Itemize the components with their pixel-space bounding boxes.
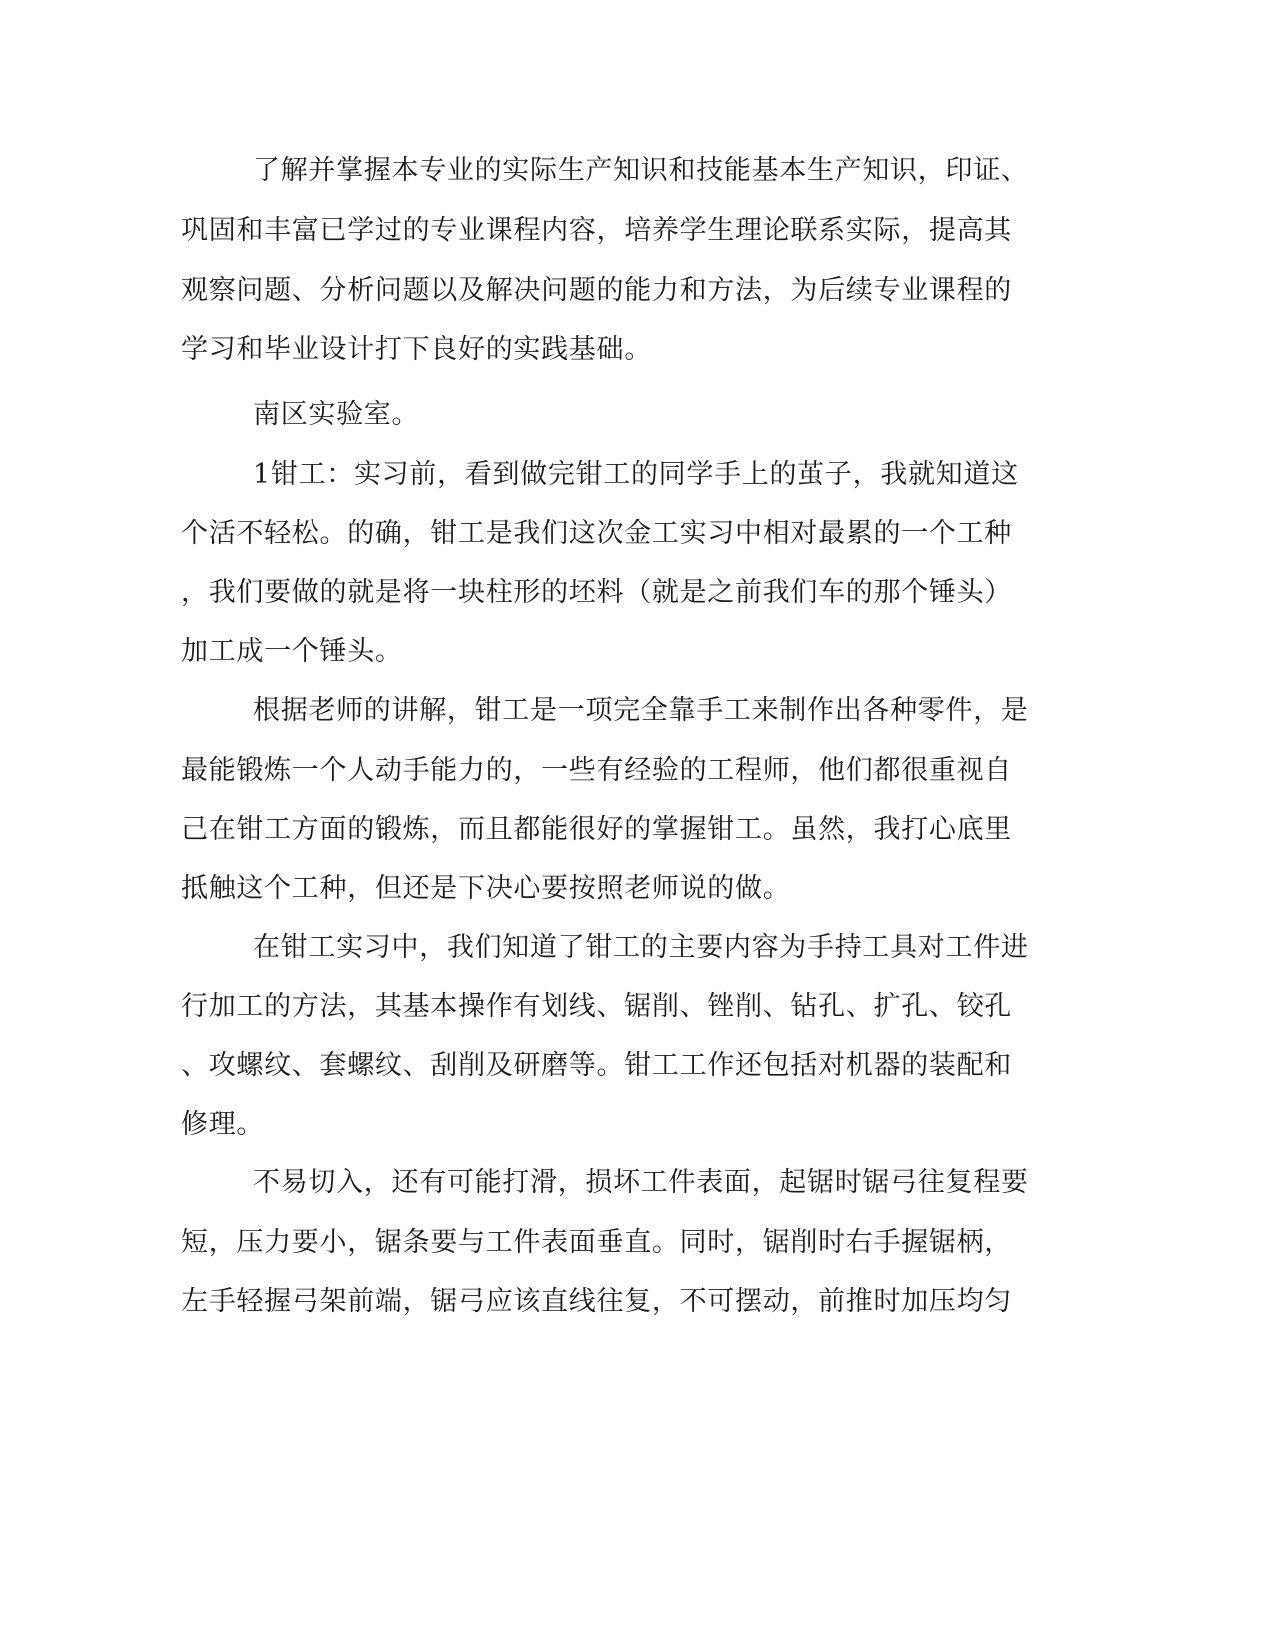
text-line: 观察问题、分析问题以及解决问题的能力和方法，为后续专业课程的 (181, 275, 1012, 306)
text-line: 己在钳工方面的锻炼，而且都能很好的掌握钳工。虽然，我打心底里 (181, 814, 1012, 845)
text-line: 抵触这个工种，但还是下决心要按照老师说的做。 (181, 873, 791, 904)
text-line: ，我们要做的就是将一块柱形的坯料（就是之前我们车的那个锤头） (181, 577, 1012, 608)
text-line: 修理。 (181, 1109, 265, 1140)
text-line: 不易切入，还有可能打滑，损坏工件表面，起锯时锯弓往复程要 (253, 1167, 1029, 1198)
text-line: 在钳工实习中，我们知道了钳工的主要内容为手持工具对工件进 (253, 932, 1029, 963)
text-line: 行加工的方法，其基本操作有划线、锯削、锉削、钻孔、扩孔、铰孔 (181, 991, 1012, 1022)
text-line: 根据老师的讲解，钳工是一项完全靠手工来制作出各种零件，是 (253, 695, 1029, 726)
text-line: 、攻螺纹、套螺纹、刮削及研磨等。钳工工作还包括对机器的装配和 (181, 1050, 1012, 1081)
text-line: 加工成一个锤头。 (181, 636, 403, 667)
text-line: 左手轻握弓架前端，锯弓应该直线往复，不可摆动，前推时加压均匀 (181, 1286, 1012, 1317)
text-line: 1钳工：实习前，看到做完钳工的同学手上的茧子，我就知道这 (253, 459, 1019, 490)
text-line: 最能锻炼一个人动手能力的，一些有经验的工程师，他们都很重视自 (181, 755, 1012, 786)
text-line: 巩固和丰富已学过的专业课程内容，培养学生理论联系实际，提高其 (181, 215, 1012, 246)
text-line: 学习和毕业设计打下良好的实践基础。 (181, 334, 652, 365)
text-line: 了解并掌握本专业的实际生产知识和技能基本生产知识，印证、 (253, 155, 1029, 186)
text-line: 南区实验室。 (253, 399, 420, 430)
text-line: 短，压力要小，锯条要与工件表面垂直。同时，锯削时右手握锯柄， (181, 1227, 1012, 1258)
text-line: 个活不轻松。的确，钳工是我们这次金工实习中相对最累的一个工种 (181, 518, 1012, 549)
